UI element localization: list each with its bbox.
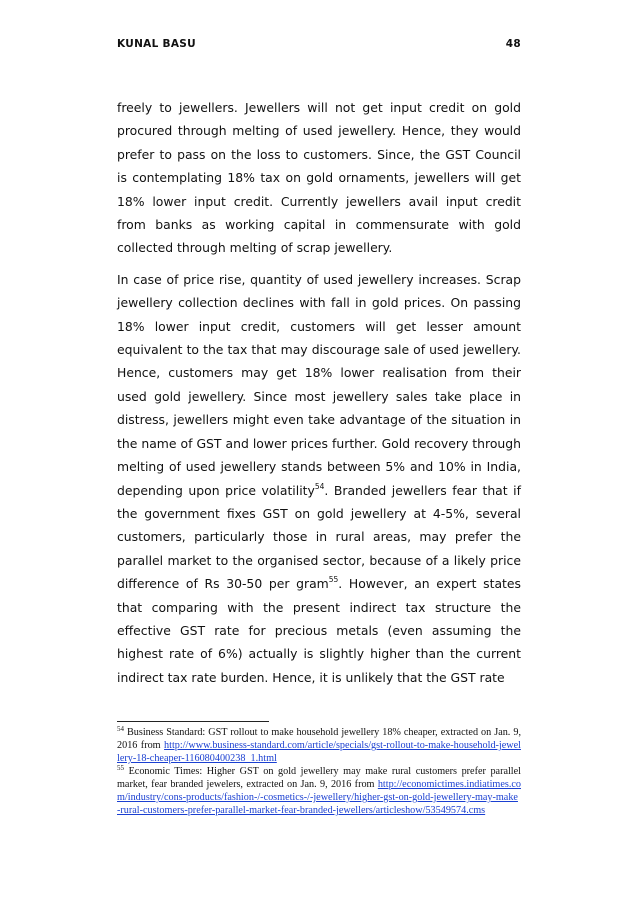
footnote-text: Business Standard: GST rollout to make household jewellery 18% cheaper, extracted on Jan. 9, 2016 from xyxy=(117,727,521,751)
footnote-ref-55[interactable]: 55 xyxy=(328,575,339,585)
footnotes xyxy=(117,726,521,817)
body-text xyxy=(117,96,521,689)
footnote-link[interactable]: http://www.business-standard.com/article/specials/gst-rollout-to-make-household-jewellery-18-cheaper-116080400238_1.html xyxy=(117,740,521,764)
paragraph: freely to jewellers. Jewellers will not get input credit on gold procured through melting of used jewellery. Hence, they would prefer to pass on the loss to customers. Since, the GST Council is contemplating 18% tax on gold ornaments, jewellers will get 18% lower input credit. Currently jewellers avail input credit from banks as working capital in commensurate with gold collected through melting of scrap jewellery. xyxy=(117,100,521,256)
footnote-text: Economic Times: Higher GST on gold jewellery may make rural customers prefer parallel market, fear branded jewelers, extracted on Jan. 9, 2016 from xyxy=(117,766,521,790)
paragraph xyxy=(117,268,521,689)
footnote-number: 55 xyxy=(117,764,124,772)
footnote-54 xyxy=(117,726,521,765)
footnote-number: 54 xyxy=(117,725,124,733)
paragraph-text: In case of price rise, quantity of used jewellery increases. Scrap jewellery collection declines with fall in gold prices. On passing 18% lower input credit, customers will get lesser amount equivalent to the tax that may discourage sale of used jewellery. Hence, customers may get 18% lower realisation from their used gold jewellery. Since most jewellery sales take place in distress, jewellers might even take advantage of the situation in the name of GST and lower prices further. Gold recovery through melting of used jewellery stands between 5% and 10% in India, depending upon price volatility xyxy=(117,271,521,498)
footnote-ref-54[interactable]: 54 xyxy=(314,481,325,491)
footnote-link[interactable]: http://economictimes.indiatimes.com/industry/cons-products/fashion-/-cosmetics-/-jewellery/higher-gst-on-gold-jewellery-may-make-rural-customers-prefer-parallel-market-fear-branded-jewellers/articleshow/53549574.cms xyxy=(117,779,521,816)
running-head-author: KUNAL BASU xyxy=(117,38,196,50)
footnote-55 xyxy=(117,765,521,817)
paragraph-text: . Branded jewellers fear that if the government fixes GST on gold jewellery at 4-5%, several customers, particularly those in rural areas, may prefer the parallel market to the organised sector, because of a likely price difference of Rs 30-50 per gram xyxy=(117,482,521,592)
page-number: 48 xyxy=(505,38,521,50)
paragraph-text: . However, an expert states that comparing with the present indirect tax structure the effective GST rate for precious metals (even assuming the highest rate of 6%) actually is slightly higher than the current indirect tax rate burden. Hence, it is unlikely that the GST rate xyxy=(117,576,521,685)
footnote-divider xyxy=(117,721,269,722)
